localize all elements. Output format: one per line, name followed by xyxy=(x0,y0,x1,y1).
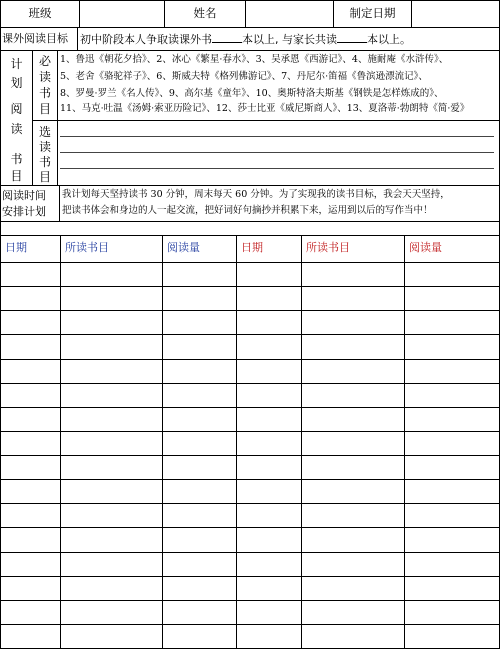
log-cell[interactable] xyxy=(163,553,235,575)
required-book-line: 11、马克·吐温《汤姆·索亚历险记》、12、莎士比亚《威尼斯商人》、13、夏洛蒂·勃朗特《简·爱》 xyxy=(60,103,470,114)
log-cell[interactable] xyxy=(1,263,59,285)
log-cell[interactable] xyxy=(302,408,403,430)
log-column-header: 阅读量 xyxy=(167,241,200,254)
col-divider xyxy=(57,50,58,185)
log-cell[interactable] xyxy=(1,360,59,382)
log-column-header: 日期 xyxy=(241,241,263,254)
schedule-text-line1: 我计划每天坚持读书 30 分钟，周末每天 60 分钟。为了实现我的读书目标，我会天天坚持， xyxy=(62,189,450,200)
goal-statement xyxy=(80,33,411,45)
class-field[interactable] xyxy=(81,1,163,26)
log-cell[interactable] xyxy=(405,263,499,285)
log-cell[interactable] xyxy=(61,360,161,382)
log-cell[interactable] xyxy=(237,504,300,526)
required-label-char: 书 xyxy=(38,86,51,100)
plan-side-label xyxy=(1,58,32,182)
log-cell[interactable] xyxy=(61,625,161,647)
log-cell[interactable] xyxy=(61,577,161,599)
date-label: 制定日期 xyxy=(349,6,396,20)
log-cell[interactable] xyxy=(163,360,235,382)
log-cell[interactable] xyxy=(61,384,161,406)
log-cell[interactable] xyxy=(405,408,499,430)
log-cell[interactable] xyxy=(163,432,235,454)
log-cell[interactable] xyxy=(237,311,300,333)
log-cell[interactable] xyxy=(1,335,59,357)
class-label: 班级 xyxy=(28,6,52,20)
log-cell[interactable] xyxy=(405,456,499,478)
log-cell[interactable] xyxy=(61,432,161,454)
log-cell[interactable] xyxy=(237,480,300,502)
plan-side-char: 阅 xyxy=(10,102,23,116)
log-cell[interactable] xyxy=(405,577,499,599)
log-cell[interactable] xyxy=(302,528,403,550)
log-cell[interactable] xyxy=(302,625,403,647)
log-cell[interactable] xyxy=(405,360,499,382)
log-cell[interactable] xyxy=(61,408,161,430)
log-cell[interactable] xyxy=(1,311,59,333)
col-divider xyxy=(79,0,80,27)
log-cell[interactable] xyxy=(237,287,300,309)
row-divider xyxy=(0,50,500,51)
log-cell[interactable] xyxy=(61,287,161,309)
log-cell[interactable] xyxy=(1,528,59,550)
schedule-text-line2: 把读书体会和身边的人一起交流，把好词好句摘抄并积累下来，运用到以后的写作当中！ xyxy=(62,205,433,216)
log-cell[interactable] xyxy=(302,384,403,406)
optional-label-char: 读 xyxy=(38,140,51,154)
log-cell[interactable] xyxy=(405,504,499,526)
log-cell[interactable] xyxy=(61,456,161,478)
log-cell[interactable] xyxy=(405,480,499,502)
required-label-char: 目 xyxy=(38,102,51,116)
optional-label xyxy=(33,126,57,183)
log-cell[interactable] xyxy=(163,504,235,526)
log-cell[interactable] xyxy=(405,384,499,406)
optional-writing-line[interactable] xyxy=(60,168,494,169)
log-cell[interactable] xyxy=(302,263,403,285)
plan-side-char: 读 xyxy=(10,122,23,136)
log-cell[interactable] xyxy=(302,553,403,575)
log-cell[interactable] xyxy=(302,601,403,623)
log-cell[interactable] xyxy=(302,504,403,526)
required-label-char: 读 xyxy=(38,70,51,84)
log-cell[interactable] xyxy=(302,456,403,478)
row-divider xyxy=(0,27,500,28)
log-column-header: 日期 xyxy=(5,241,27,254)
required-label-char: 必 xyxy=(38,54,51,68)
log-cell[interactable] xyxy=(1,287,59,309)
log-cell[interactable] xyxy=(61,335,161,357)
log-cell[interactable] xyxy=(163,456,235,478)
name-label: 姓名 xyxy=(193,6,217,20)
optional-label-char: 目 xyxy=(38,170,51,184)
schedule-label-line2: 安排计划 xyxy=(2,205,46,218)
log-cell[interactable] xyxy=(163,287,235,309)
log-cell[interactable] xyxy=(237,553,300,575)
log-cell[interactable] xyxy=(405,601,499,623)
log-cell[interactable] xyxy=(405,625,499,647)
log-cell[interactable] xyxy=(405,432,499,454)
log-cell[interactable] xyxy=(1,408,59,430)
required-book-line: 5、老舍《骆驼祥子》、6、斯威夫特《格列佛游记》、7、丹尼尔·笛福《鲁滨逊漂流记》、 xyxy=(60,71,428,82)
optional-writing-line[interactable] xyxy=(60,152,494,153)
log-cell[interactable] xyxy=(1,432,59,454)
log-cell[interactable] xyxy=(237,263,300,285)
log-cell[interactable] xyxy=(1,456,59,478)
plan-side-char: 书 xyxy=(10,152,23,166)
log-cell[interactable] xyxy=(163,625,235,647)
log-cell[interactable] xyxy=(237,360,300,382)
log-cell[interactable] xyxy=(237,625,300,647)
log-cell[interactable] xyxy=(61,504,161,526)
log-cell[interactable] xyxy=(302,577,403,599)
log-cell[interactable] xyxy=(61,553,161,575)
row-divider xyxy=(0,185,500,186)
log-cell[interactable] xyxy=(61,311,161,333)
log-cell[interactable] xyxy=(61,480,161,502)
col-divider xyxy=(245,0,246,27)
log-cell[interactable] xyxy=(1,504,59,526)
plan-side-char: 目 xyxy=(10,169,23,183)
log-cell[interactable] xyxy=(237,384,300,406)
log-column-header: 所读书目 xyxy=(306,241,350,254)
goal-self-count-blank[interactable] xyxy=(212,33,242,43)
log-cell[interactable] xyxy=(237,432,300,454)
log-cell[interactable] xyxy=(163,384,235,406)
optional-writing-line[interactable] xyxy=(60,136,494,137)
log-cell[interactable] xyxy=(1,384,59,406)
log-cell[interactable] xyxy=(237,456,300,478)
required-label xyxy=(33,55,57,115)
log-cell[interactable] xyxy=(237,335,300,357)
date-field[interactable] xyxy=(413,1,498,26)
log-cell[interactable] xyxy=(237,601,300,623)
log-cell[interactable] xyxy=(1,601,59,623)
log-cell[interactable] xyxy=(163,577,235,599)
schedule-label-line1: 阅读时间 xyxy=(2,189,46,202)
name-field[interactable] xyxy=(247,1,332,26)
row-divider xyxy=(0,235,500,236)
goal-text-part3: 本以上。 xyxy=(367,33,411,46)
row-divider xyxy=(32,120,500,121)
goal-shared-count-blank[interactable] xyxy=(337,33,367,43)
log-cell[interactable] xyxy=(302,432,403,454)
log-cell[interactable] xyxy=(405,553,499,575)
log-cell[interactable] xyxy=(163,311,235,333)
optional-label-char: 书 xyxy=(38,155,51,169)
col-divider xyxy=(59,185,60,221)
plan-side-char: 计 xyxy=(10,57,23,71)
col-divider xyxy=(411,0,412,27)
log-cell[interactable] xyxy=(163,335,235,357)
col-divider xyxy=(77,27,78,50)
log-column-header: 阅读量 xyxy=(409,241,442,254)
log-cell[interactable] xyxy=(302,360,403,382)
log-cell[interactable] xyxy=(405,528,499,550)
log-cell[interactable] xyxy=(163,601,235,623)
plan-side-char: 划 xyxy=(10,76,23,90)
log-cell[interactable] xyxy=(405,311,499,333)
goal-text-part2: 本以上, 与家长共读 xyxy=(242,33,337,46)
row-divider xyxy=(0,221,500,222)
log-cell[interactable] xyxy=(1,553,59,575)
log-cell[interactable] xyxy=(163,480,235,502)
goal-text-part1: 初中阶段本人争取读课外书 xyxy=(80,33,212,46)
log-cell[interactable] xyxy=(405,335,499,357)
log-column-header: 所读书目 xyxy=(65,241,109,254)
log-cell[interactable] xyxy=(61,601,161,623)
log-cell[interactable] xyxy=(61,528,161,550)
log-cell[interactable] xyxy=(302,287,403,309)
required-book-line: 8、罗曼·罗兰《名人传》、9、高尔基《童年》、10、奥斯特洛夫斯基《钢铁是怎样炼成的》、 xyxy=(60,88,444,99)
log-cell[interactable] xyxy=(163,263,235,285)
optional-label-char: 选 xyxy=(38,125,51,139)
log-cell[interactable] xyxy=(1,480,59,502)
log-cell[interactable] xyxy=(1,625,59,647)
log-cell[interactable] xyxy=(1,577,59,599)
log-cell[interactable] xyxy=(302,311,403,333)
log-cell[interactable] xyxy=(302,480,403,502)
log-cell[interactable] xyxy=(237,408,300,430)
log-cell[interactable] xyxy=(163,408,235,430)
required-book-line: 1、鲁迅《朝花夕拾》、2、冰心《繁星·春水》、3、吴承恩《西游记》、4、施耐庵《水浒传》、 xyxy=(60,54,449,65)
log-cell[interactable] xyxy=(302,335,403,357)
log-cell[interactable] xyxy=(237,528,300,550)
log-cell[interactable] xyxy=(237,577,300,599)
log-cell[interactable] xyxy=(163,528,235,550)
goal-label: 课外阅读目标 xyxy=(2,32,68,45)
log-cell[interactable] xyxy=(405,287,499,309)
log-cell[interactable] xyxy=(61,263,161,285)
